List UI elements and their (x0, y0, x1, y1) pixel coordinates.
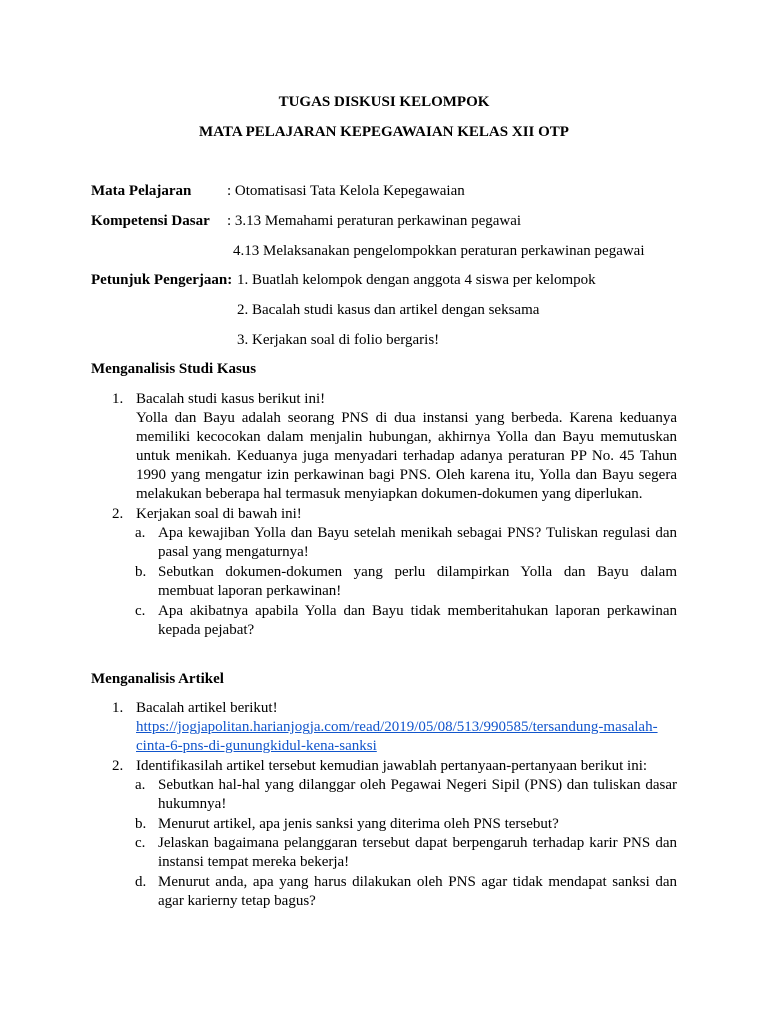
kd-value-2: 4.13 Melaksanakan pengelompokkan peraturan perkawinan pegawai (233, 243, 645, 259)
question-text: agar karierny tetap bagus? (158, 893, 316, 909)
question-text: Apa kewajiban Yolla dan Bayu setelah menikah sebagai PNS? Tuliskan regulasi dan (158, 525, 677, 541)
list-number: 2. (112, 758, 124, 774)
question-text: hukumnya! (158, 796, 227, 812)
artikel-heading: Menganalisis Artikel (91, 671, 224, 687)
question-text: instansi tempat mereka bekerja! (158, 854, 350, 870)
question-text: Menurut artikel, apa jenis sanksi yang diterima oleh PNS tersebut? (158, 816, 559, 832)
case-text-line: untuk menikah. Keduanya juga menyadari terhadap adanya peraturan PP No. 45 Tahun (136, 448, 677, 464)
question-letter: c. (135, 603, 146, 619)
document-title: TUGAS DISKUSI KELOMPOK (278, 94, 490, 110)
artikel-item2-title: Identifikasilah artikel tersebut kemudian jawablah pertanyaan-pertanyaan berikut ini: (136, 758, 648, 774)
list-number: 2. (112, 506, 124, 522)
studi-kasus-item2-title: Kerjakan soal di bawah ini! (136, 506, 302, 522)
question-text: Sebutkan dokumen-dokumen yang perlu dilampirkan Yolla dan Bayu dalam (158, 564, 677, 580)
question-text: Apa akibatnya apabila Yolla dan Bayu tidak memberitahukan laporan perkawinan (158, 603, 677, 619)
mapel-value: : Otomatisasi Tata Kelola Kepegawaian (227, 183, 465, 199)
petunjuk-item-2: 2. Bacalah studi kasus dan artikel dengan seksama (237, 302, 540, 318)
petunjuk-item-1: 1. Buatlah kelompok dengan anggota 4 siswa per kelompok (237, 272, 596, 288)
kd-label: Kompetensi Dasar (91, 213, 210, 229)
question-text: kepada pejabat? (158, 622, 255, 638)
list-number: 1. (112, 700, 124, 716)
list-number: 1. (112, 391, 124, 407)
studi-kasus-heading: Menganalisis Studi Kasus (91, 361, 257, 377)
question-letter: b. (135, 816, 147, 832)
petunjuk-item-3: 3. Kerjakan soal di folio bergaris! (237, 332, 440, 348)
question-letter: d. (135, 874, 147, 890)
question-letter: a. (135, 777, 146, 793)
question-text: Jelaskan bagaimana pelanggaran tersebut dapat berpengaruh terhadap karir PNS dan (158, 835, 677, 851)
question-letter: a. (135, 525, 146, 541)
case-text-line: 1990 yang mengatur izin perkawinan bagi PNS. Oleh karena itu, Yolla dan Bayu segera (136, 467, 677, 483)
mapel-label: Mata Pelajaran (91, 183, 192, 199)
question-text: pasal yang mengaturnya! (158, 544, 309, 560)
question-letter: b. (135, 564, 147, 580)
studi-kasus-item1-title: Bacalah studi kasus berikut ini! (136, 391, 326, 407)
document-subtitle: MATA PELAJARAN KEPEGAWAIAN KELAS XII OTP (199, 124, 569, 140)
question-letter: c. (135, 835, 146, 851)
question-text: Sebutkan hal-hal yang dilanggar oleh Pegawai Negeri Sipil (PNS) dan tuliskan dasar (158, 777, 677, 793)
kd-value-1: : 3.13 Memahami peraturan perkawinan pegawai (227, 213, 522, 229)
article-link[interactable]: https://jogjapolitan.harianjogja.com/read/2019/05/08/513/990585/tersandung-masalah- (136, 719, 658, 735)
article-link-continued[interactable]: cinta-6-pns-di-gunungkidul-kena-sanksi (136, 738, 377, 754)
case-text-line: melakukan beberapa hal termasuk menyiapkan dokumen-dokumen yang diperlukan. (136, 486, 643, 502)
petunjuk-label: Petunjuk Pengerjaan: (91, 272, 233, 288)
case-text-line: Yolla dan Bayu adalah seorang PNS di dua instansi yang berbeda. Karena keduanya (136, 410, 677, 426)
question-text: Menurut anda, apa yang harus dilakukan oleh PNS agar tidak mendapat sanksi dan (158, 874, 677, 890)
artikel-item1-title: Bacalah artikel berikut! (136, 700, 278, 716)
case-text-line: memiliki kecocokan dalam menjalin hubungan, akhirnya Yolla dan Bayu memutuskan (136, 429, 677, 445)
question-text: membuat laporan perkawinan! (158, 583, 342, 599)
